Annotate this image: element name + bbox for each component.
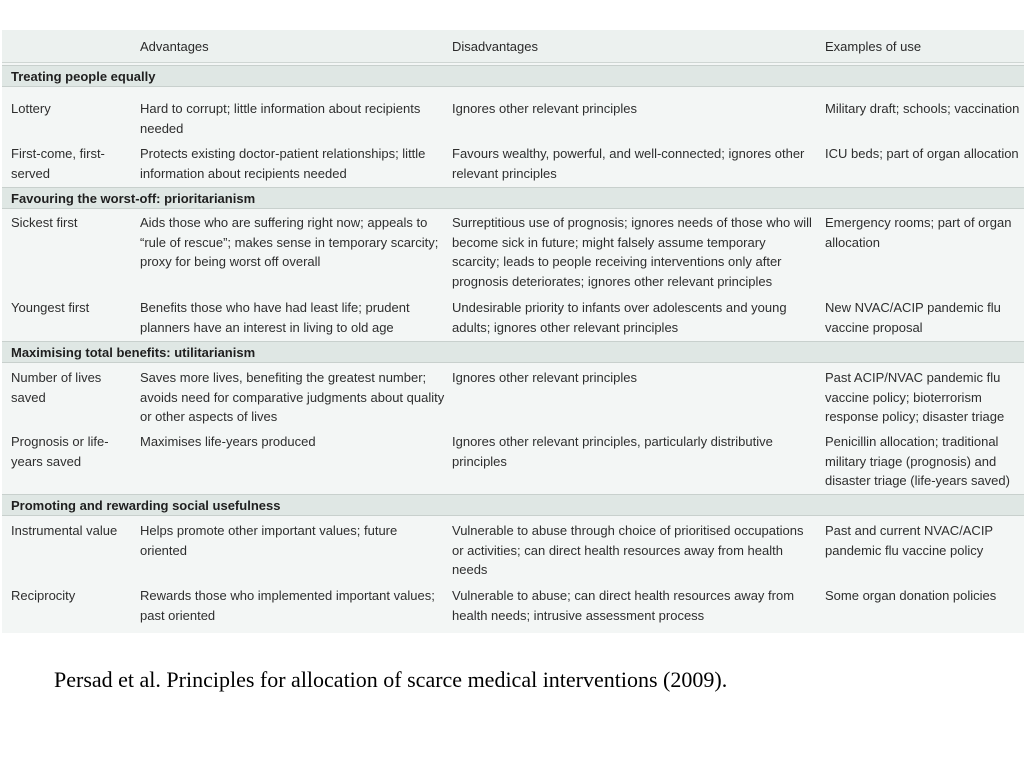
principle-cell: Lottery — [11, 101, 51, 116]
section-title: Treating people equally — [11, 69, 156, 84]
advantages-cell: Hard to corrupt; little information about recipients needed — [140, 101, 421, 136]
section-header — [2, 494, 1024, 516]
principle-cell: Youngest first — [11, 300, 90, 315]
examples-cell: Penicillin allocation; traditional military triage (prognosis) and disaster triage (life-years saved) — [825, 434, 1010, 488]
examples-cell: Some organ donation policies — [825, 588, 997, 603]
disadvantages-cell: Favours wealthy, powerful, and well-connected; ignores other relevant principles — [452, 146, 805, 181]
disadvantages-cell: Ignores other relevant principles — [452, 101, 637, 116]
header-examples: Examples of use — [825, 39, 922, 54]
section-header — [2, 187, 1024, 209]
disadvantages-cell: Surreptitious use of prognosis; ignores needs of those who will become sick in future; might falsely assume temporary scarcity; leads to people receiving interventions only after prognosis deteriorates; ignores other relevant principles — [452, 215, 812, 289]
advantages-cell: Benefits those who have had least life; prudent planners have an interest in living to old age — [140, 300, 410, 335]
section-header — [2, 65, 1024, 87]
principle-cell: Reciprocity — [11, 588, 76, 603]
examples-cell: Emergency rooms; part of organ allocation — [825, 215, 1012, 250]
advantages-cell: Maximises life-years produced — [140, 434, 316, 449]
examples-cell: ICU beds; part of organ allocation — [825, 146, 1019, 161]
principle-cell: First-come, first-served — [11, 146, 105, 181]
advantages-cell: Helps promote other important values; future oriented — [140, 523, 398, 558]
header-advantages: Advantages — [140, 39, 209, 54]
section-header — [2, 341, 1024, 363]
examples-cell: Military draft; schools; vaccination — [825, 101, 1020, 116]
examples-cell: New NVAC/ACIP pandemic flu vaccine proposal — [825, 300, 1001, 335]
principle-cell: Number of lives saved — [11, 370, 102, 405]
header-disadvantages: Disadvantages — [452, 39, 538, 54]
advantages-cell: Protects existing doctor-patient relationships; little information about recipients needed — [140, 146, 426, 181]
disadvantages-cell: Ignores other relevant principles — [452, 370, 637, 385]
disadvantages-cell: Undesirable priority to infants over adolescents and young adults; ignores other relevant principles — [452, 300, 787, 335]
advantages-cell: Aids those who are suffering right now; appeals to “rule of rescue”; makes sense in temporary scarcity; proxy for being worst off overall — [140, 215, 439, 269]
disadvantages-cell: Vulnerable to abuse; can direct health resources away from health needs; intrusive assessment process — [452, 588, 795, 623]
allocation-principles-table — [2, 30, 1024, 633]
section-title: Promoting and rewarding social usefulness — [11, 498, 281, 513]
principle-cell: Prognosis or life-years saved — [11, 434, 109, 469]
advantages-cell: Rewards those who implemented important values; past oriented — [140, 588, 435, 623]
table-header-row — [2, 30, 1024, 63]
examples-cell: Past ACIP/NVAC pandemic flu vaccine policy; bioterrorism response policy; disaster triage — [825, 370, 1005, 424]
section-title: Favouring the worst-off: prioritarianism — [11, 191, 256, 206]
disadvantages-cell: Vulnerable to abuse through choice of prioritised occupations or activities; can direct health resources away from health needs — [452, 523, 804, 577]
examples-cell: Past and current NVAC/ACIP pandemic flu vaccine policy — [825, 523, 993, 558]
advantages-cell: Saves more lives, benefiting the greatest number; avoids need for comparative judgments about quality or other aspects of lives — [140, 370, 445, 424]
section-title: Maximising total benefits: utilitarianism — [11, 345, 256, 360]
principle-cell: Sickest first — [11, 215, 78, 230]
principle-cell: Instrumental value — [11, 523, 118, 538]
disadvantages-cell: Ignores other relevant principles, particularly distributive principles — [452, 434, 773, 469]
citation-caption: Persad et al. Principles for allocation of scarce medical interventions (2009). — [54, 667, 728, 692]
